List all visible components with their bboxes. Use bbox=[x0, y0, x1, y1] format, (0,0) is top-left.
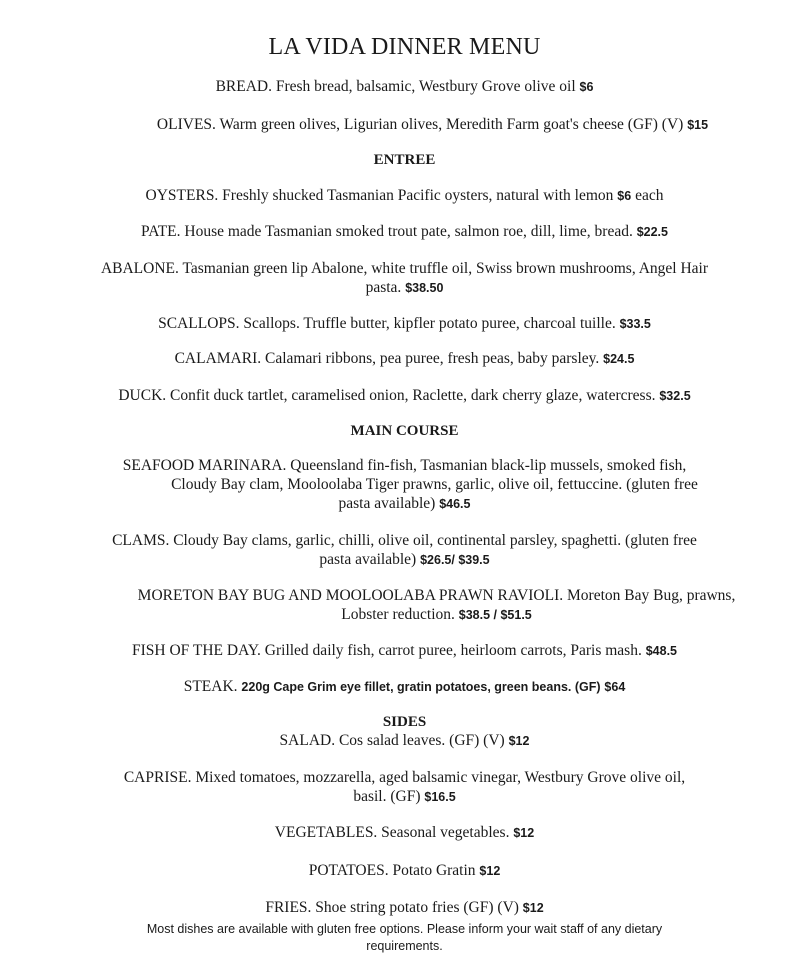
item-price: $32.5 bbox=[659, 389, 691, 403]
item-description: SALAD. Cos salad leaves. (GF) (V) bbox=[279, 732, 505, 749]
menu-item-clams-line1: CLAMS. Cloudy Bay clams, garlic, chilli, olive oil, continental parsley, spaghetti. (gluten free bbox=[112, 532, 697, 549]
menu-item-abalone-line1: ABALONE. Tasmanian green lip Abalone, white truffle oil, Swiss brown mushrooms, Angel Hair bbox=[100, 260, 709, 277]
item-description: Lobster reduction. bbox=[341, 606, 455, 623]
item-price: $33.5 bbox=[619, 317, 651, 331]
footer-note-line1: Most dishes are available with gluten free options. Please inform your wait staff of any dietary bbox=[146, 922, 663, 936]
item-description: FISH OF THE DAY. Grilled daily fish, carrot puree, heirloom carrots, Paris mash. bbox=[131, 642, 642, 659]
menu-item-salad bbox=[0, 731, 809, 751]
menu-item-seafood-line2: Cloudy Bay clam, Mooloolaba Tiger prawns, garlic, olive oil, fettuccine. (gluten free bbox=[171, 476, 698, 493]
item-price: $38.5 / $51.5 bbox=[458, 608, 532, 622]
menu-item-caprise-line1: CAPRISE. Mixed tomatoes, mozzarella, aged balsamic vinegar, Westbury Grove olive oil, bbox=[123, 769, 686, 786]
section-heading-main-course: MAIN COURSE bbox=[350, 423, 459, 439]
item-description: CALAMARI. Calamari ribbons, pea puree, fresh peas, baby parsley. bbox=[174, 350, 600, 367]
menu-item-seafood-line1: SEAFOOD MARINARA. Queensland fin-fish, Tasmanian black-lip mussels, smoked fish, bbox=[122, 457, 687, 474]
menu-item-vegetables bbox=[0, 823, 809, 843]
item-description: DUCK. Confit duck tartlet, caramelised onion, Raclette, dark cherry glaze, watercress. bbox=[118, 387, 656, 404]
item-price: $64 bbox=[604, 680, 626, 694]
menu-item-ravioli-line2 bbox=[32, 605, 809, 625]
menu-title: LA VIDA DINNER MENU bbox=[268, 34, 541, 60]
item-description: PATE. House made Tasmanian smoked trout pate, salmon roe, dill, lime, bread. bbox=[141, 223, 633, 240]
item-price: $26.5/ $39.5 bbox=[420, 553, 490, 567]
item-description: pasta available) bbox=[319, 551, 417, 568]
item-name: STEAK. bbox=[183, 678, 238, 695]
menu-item-abalone-line2 bbox=[0, 278, 809, 298]
item-price: $12 bbox=[522, 901, 544, 915]
menu-item-bread bbox=[0, 77, 809, 97]
item-price: $48.5 bbox=[645, 644, 677, 658]
menu-item-fish bbox=[0, 641, 809, 661]
menu-item-duck bbox=[0, 386, 809, 406]
item-price: $12 bbox=[479, 864, 501, 878]
menu-item-scallops bbox=[0, 314, 809, 334]
item-price-suffix: each bbox=[635, 187, 664, 204]
footer-note-line2: requirements. bbox=[366, 939, 443, 953]
item-description: VEGETABLES. Seasonal vegetables. bbox=[274, 824, 510, 841]
item-price: $12 bbox=[508, 734, 530, 748]
menu-item-potatoes bbox=[0, 861, 809, 881]
item-description: 220g Cape Grim eye fillet, gratin potatoes, green beans. (GF) bbox=[241, 680, 601, 694]
item-description: POTATOES. Potato Gratin bbox=[308, 862, 476, 879]
item-description: FRIES. Shoe string potato fries (GF) (V) bbox=[265, 899, 519, 916]
section-heading-entree: ENTREE bbox=[373, 152, 436, 168]
menu-item-ravioli-line1: MORETON BAY BUG AND MOOLOOLABA PRAWN RAVIOLI. Moreton Bay Bug, prawns, bbox=[137, 587, 736, 604]
item-description: OLIVES. Warm green olives, Ligurian olives, Meredith Farm goat's cheese (GF) (V) bbox=[156, 116, 684, 133]
menu-item-pate bbox=[0, 222, 809, 242]
item-price: $24.5 bbox=[603, 352, 635, 366]
item-price: $22.5 bbox=[636, 225, 668, 239]
menu-item-oysters bbox=[0, 186, 809, 206]
item-description: BREAD. Fresh bread, balsamic, Westbury Grove olive oil bbox=[215, 78, 576, 95]
item-description: pasta. bbox=[365, 279, 402, 296]
item-description: pasta available) bbox=[338, 495, 436, 512]
item-price: $15 bbox=[687, 118, 709, 132]
item-price: $16.5 bbox=[424, 790, 456, 804]
item-description: SCALLOPS. Scallops. Truffle butter, kipfler potato puree, charcoal tuille. bbox=[158, 315, 616, 332]
menu-item-caprise-line2 bbox=[0, 787, 809, 807]
item-price: $38.50 bbox=[405, 281, 444, 295]
item-price: $6 bbox=[579, 80, 594, 94]
item-price: $6 bbox=[617, 189, 632, 203]
menu-item-olives bbox=[28, 115, 809, 135]
item-price: $12 bbox=[513, 826, 535, 840]
item-price: $46.5 bbox=[439, 497, 471, 511]
menu-item-steak bbox=[0, 677, 809, 697]
menu-item-calamari bbox=[0, 349, 809, 369]
menu-item-fries bbox=[0, 898, 809, 918]
menu-item-seafood-line3 bbox=[0, 494, 809, 514]
item-description: OYSTERS. Freshly shucked Tasmanian Pacific oysters, natural with lemon bbox=[145, 187, 614, 204]
menu-item-clams-line2 bbox=[0, 550, 809, 570]
item-description: basil. (GF) bbox=[353, 788, 421, 805]
section-heading-sides: SIDES bbox=[382, 714, 427, 730]
